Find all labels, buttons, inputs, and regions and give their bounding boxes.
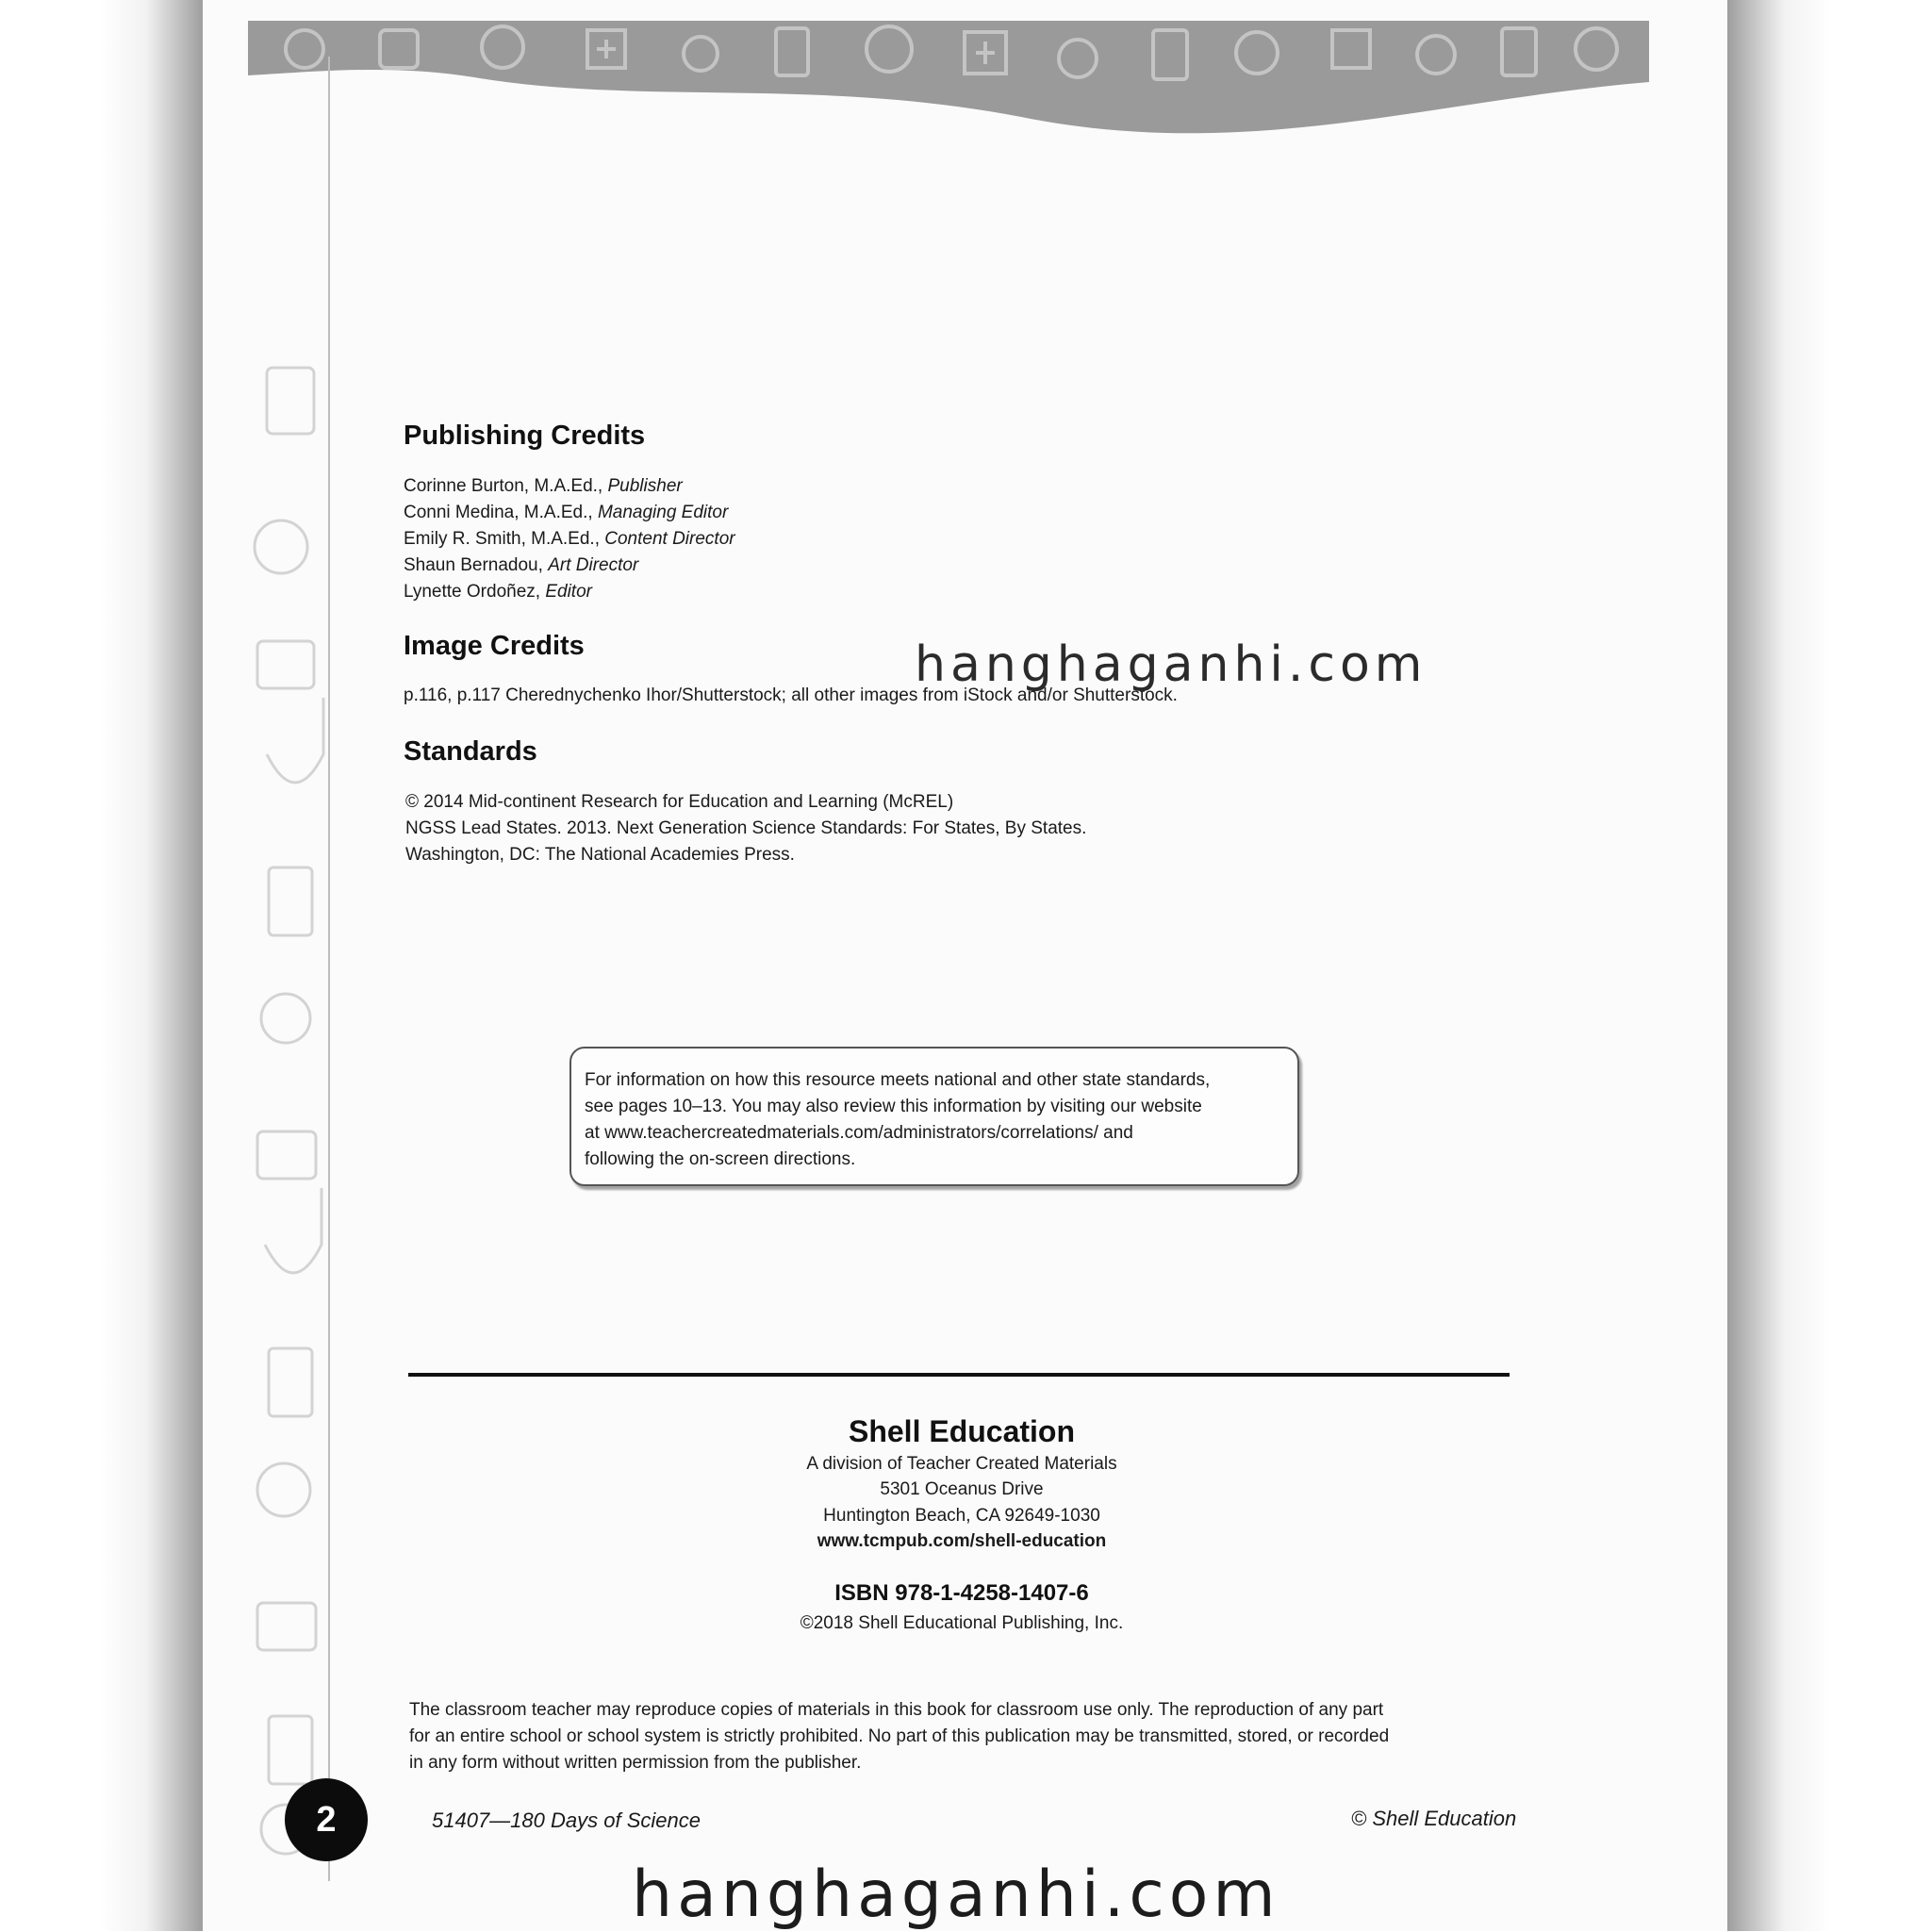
credit-line [404, 529, 735, 550]
info-box-line: following the on-screen directions. [585, 1149, 856, 1169]
credit-name: Lynette Ordoñez, [404, 582, 546, 602]
credit-role: Content Director [604, 529, 735, 549]
book-page [203, 0, 1727, 1931]
credit-role: Publisher [607, 476, 683, 496]
publisher-name: Shell Education [848, 1414, 1076, 1448]
credit-name: Conni Medina, M.A.Ed., [404, 503, 598, 522]
footer-copyright: © Shell Education [1351, 1807, 1517, 1830]
info-box-line: at www.teachercreatedmaterials.com/administrators/correlations/ and [585, 1123, 1133, 1143]
info-box-line: For information on how this resource meets national and other state standards, [585, 1070, 1211, 1090]
publishing-credits-heading: Publishing Credits [404, 421, 646, 451]
publisher-street: 5301 Oceanus Drive [880, 1479, 1044, 1499]
credit-name: Corinne Burton, M.A.Ed., [404, 476, 608, 496]
page-number-badge: 2 [285, 1778, 368, 1861]
page-shadow-right [1727, 0, 1831, 1931]
standards-line: Washington, DC: The National Academies Press. [405, 845, 795, 865]
image-credits-text: p.116, p.117 Cherednychenko Ihor/Shutterstock; all other images from iStock and/or Shutterstock. [404, 685, 1178, 705]
credit-line [404, 476, 683, 497]
notice-line: for an entire school or school system is strictly prohibited. No part of this publication may be transmitted, stored, or recorded [409, 1726, 1390, 1746]
credit-name: Emily R. Smith, M.A.Ed., [404, 529, 605, 549]
credit-role: Art Director [548, 555, 639, 575]
notice-line: The classroom teacher may reproduce copies of materials in this book for classroom use only. The reproduction of any part [409, 1700, 1384, 1720]
watermark-bottom: hanghaganhi.com [632, 1858, 1280, 1932]
credit-name: Shaun Bernadou, [404, 555, 549, 575]
decorative-header-band [248, 21, 1649, 134]
credit-line [404, 582, 592, 603]
standards-line: NGSS Lead States. 2013. Next Generation Science Standards: For States, By States. [405, 818, 1087, 838]
info-box-line: see pages 10–13. You may also review this information by visiting our website [585, 1097, 1202, 1116]
decorative-margin-strip [248, 57, 330, 1881]
standards-line: © 2014 Mid-continent Research for Education and Learning (McREL) [405, 792, 954, 812]
standards-info-box [569, 1047, 1299, 1186]
horizontal-rule [408, 1373, 1510, 1377]
notice-line: in any form without written permission from the publisher. [409, 1753, 862, 1773]
page-shadow-left [99, 0, 203, 1931]
publisher-copyright: ©2018 Shell Educational Publishing, Inc. [800, 1613, 1124, 1633]
publisher-url: www.tcmpub.com/shell-education [817, 1531, 1107, 1551]
publisher-division: A division of Teacher Created Materials [806, 1454, 1117, 1474]
publisher-city: Huntington Beach, CA 92649-1030 [823, 1506, 1100, 1526]
credit-line [404, 555, 638, 576]
credit-role: Editor [545, 582, 592, 602]
credit-line [404, 503, 728, 523]
reproduction-notice [409, 1697, 1531, 1776]
standards-heading: Standards [404, 736, 537, 767]
isbn: ISBN 978-1-4258-1407-6 [834, 1580, 1089, 1606]
credit-role: Managing Editor [597, 503, 729, 522]
watermark-center: hanghaganhi.com [915, 636, 1428, 693]
image-credits-heading: Image Credits [404, 631, 585, 661]
footer-book-title: 51407—180 Days of Science [432, 1808, 701, 1832]
